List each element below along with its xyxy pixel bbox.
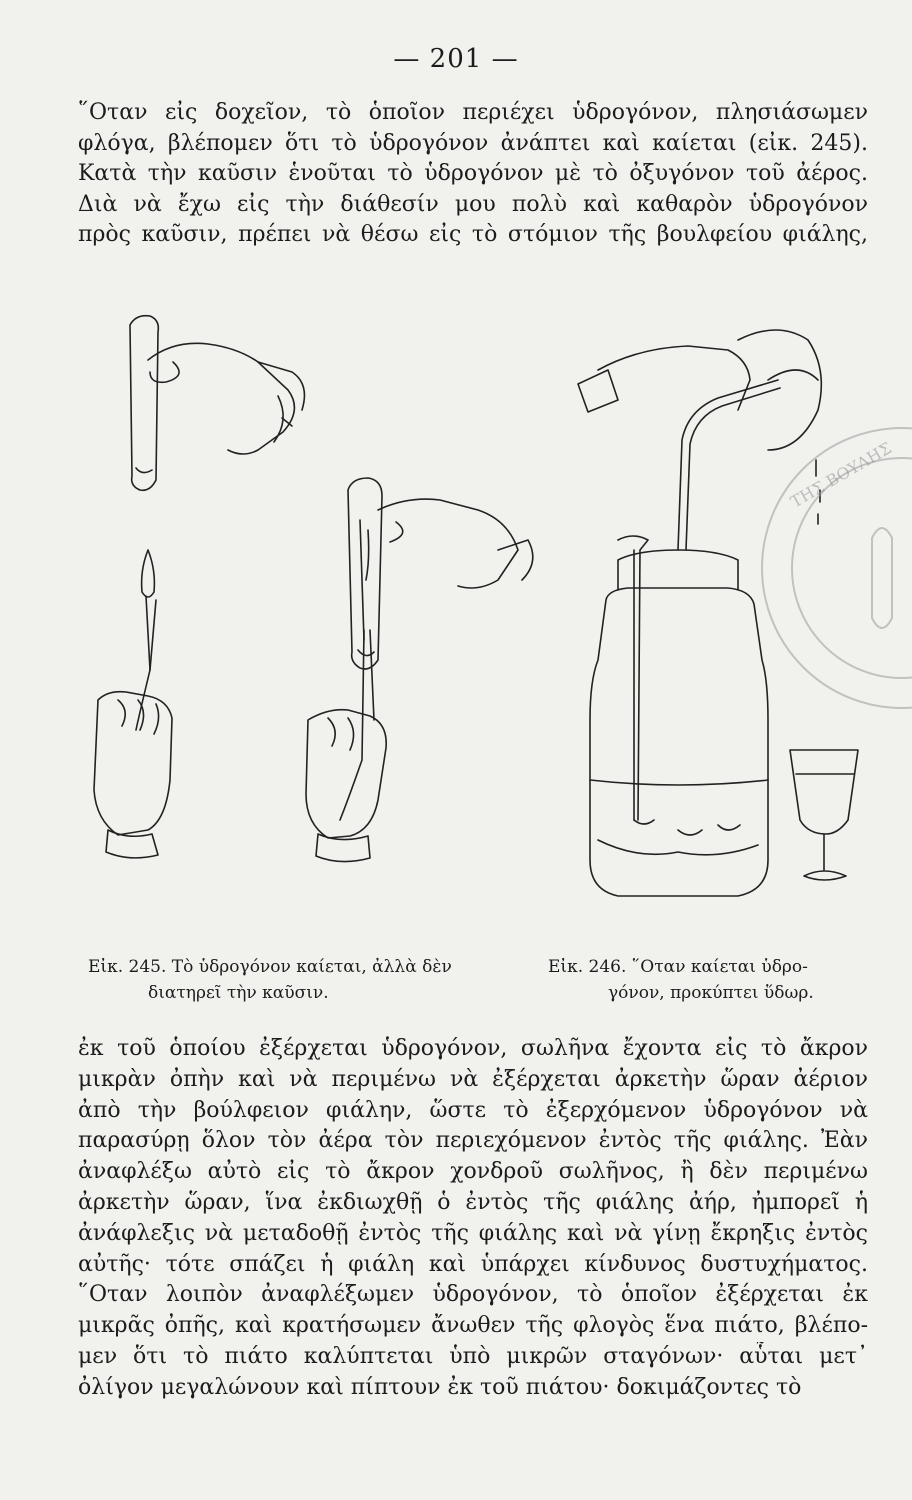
tube-over-flame-middle xyxy=(348,478,382,669)
text-line: ἀρκετὴν ὥραν, ἵνα ἐκδιωχθῇ ὁ ἐντὸς τῆς φιάλης ἀήρ, ἠμπορεῖ ἡ xyxy=(78,1189,868,1215)
text-line: φλόγα, βλέπομεν ὅτι τὸ ὑδρογόνον ἀνάπτει καὶ καίεται (εἰκ. 245). xyxy=(78,130,868,156)
text-line: Διὰ νὰ ἔχω εἰς τὴν διάθεσίν μου πολὺ καὶ καθαρὸν ὑδρογόνον xyxy=(78,191,868,217)
text-line: ἀναφλέξω αὐτὸ εἰς τὸ ἄκρον χονδροῦ σωλῆνος, ἢ δὲν περιμένω xyxy=(78,1159,868,1185)
page-number: — 201 — xyxy=(393,44,519,74)
text-line: αὐτῆς· τότε σπάζει ἡ φιάλη καὶ ὑπάρχει κίνδυνος δυστυχήματος. xyxy=(78,1251,868,1277)
text-line: μικρὰν ὀπὴν καὶ νὰ περιμένω νὰ ἐξέρχεται ἀρκετὴν ὥραν ἀέριον xyxy=(78,1066,868,1092)
library-stamp xyxy=(752,418,912,738)
caption-line: Εἰκ. 245. Τὸ ὑδρογόνον καίεται, ἀλλὰ δὲν xyxy=(88,957,452,977)
hand-holding-tube-middle xyxy=(378,499,533,588)
text-line: ὀλίγον μεγαλώνουν καὶ πίπτουν ἐκ τοῦ πιάτου· δοκιμάζοντες τὸ xyxy=(78,1374,802,1400)
inverted-tube-left xyxy=(130,316,158,491)
text-line: ῞Οταν λοιπὸν ἀναφλέξωμεν ὑδρογόνον, τὸ ὁποῖον ἐξέρχεται ἐκ xyxy=(78,1282,868,1308)
hand-holding-taper-left xyxy=(94,692,172,858)
thistle-funnel xyxy=(618,536,648,820)
caption-line: γόνον, προκύπτει ὕδωρ. xyxy=(608,983,814,1003)
text-line: Κατὰ τὴν καῦσιν ἑνοῦται τὸ ὑδρογόνον μὲ τὸ ὀξυγόνον τοῦ ἀέρος. xyxy=(78,161,868,187)
text-line: παρασύρῃ ὅλον τὸν ἀέρα τὸν περιεχόμενον ἐντὸς τῆς φιάλης. Ἐὰν xyxy=(78,1128,868,1154)
paragraph-top xyxy=(78,98,868,251)
text-line: πρὸς καῦσιν, πρέπει νὰ θέσω εἰς τὸ στόμιον τῆς βουλφείου φιάλης, xyxy=(78,222,868,248)
taper-flame-left xyxy=(136,550,156,730)
text-line: ἀπὸ τὴν βούλφειον φιάλην, ὥστε τὸ ἐξερχόμενον ὑδρογόνον νὰ xyxy=(78,1097,868,1123)
text-line: μικρᾶς ὀπῆς, καὶ κρατήσωμεν ἄνωθεν τῆς φλογὸς ἕνα πιάτο, βλέπο- xyxy=(78,1313,868,1339)
paragraph-bottom xyxy=(78,1034,868,1404)
figure-caption-246 xyxy=(548,954,878,1006)
text-line: ῞Οταν εἰς δοχεῖον, τὸ ὁποῖον περιέχει ὑδρογόνον, πλησιάσωμεν xyxy=(78,100,868,125)
stamp-text: ΤΗΣ ΒΟΥΛΗΣ xyxy=(787,438,895,512)
caption-line: διατηρεῖ τὴν καῦσιν. xyxy=(148,983,329,1003)
text-line: ἐκ τοῦ ὁποίου ἐξέρχεται ὑδρογόνον, σωλῆνα ἔχοντα εἰς τὸ ἄκρον xyxy=(78,1036,868,1061)
hand-holding-taper-middle xyxy=(306,710,386,862)
drinking-glass xyxy=(790,750,858,880)
taper-middle xyxy=(340,630,374,820)
figure-caption-245 xyxy=(88,954,548,1006)
caption-line: Εἰκ. 246. ῞Οταν καίεται ὑδρο- xyxy=(548,957,808,977)
hand-holding-tube-left xyxy=(148,343,304,454)
text-line: μεν ὅτι τὸ πιάτο καλύπτεται ὑπὸ μικρῶν σταγόνων· αὗται μετ᾽ xyxy=(78,1343,868,1369)
woulfe-bottle xyxy=(590,550,768,896)
text-line: ἀνάφλεξις νὰ μεταδοθῇ ἐντὸς τῆς φιάλης καὶ νὰ γίνῃ ἔκρηξις ἐντὸς xyxy=(78,1220,868,1246)
